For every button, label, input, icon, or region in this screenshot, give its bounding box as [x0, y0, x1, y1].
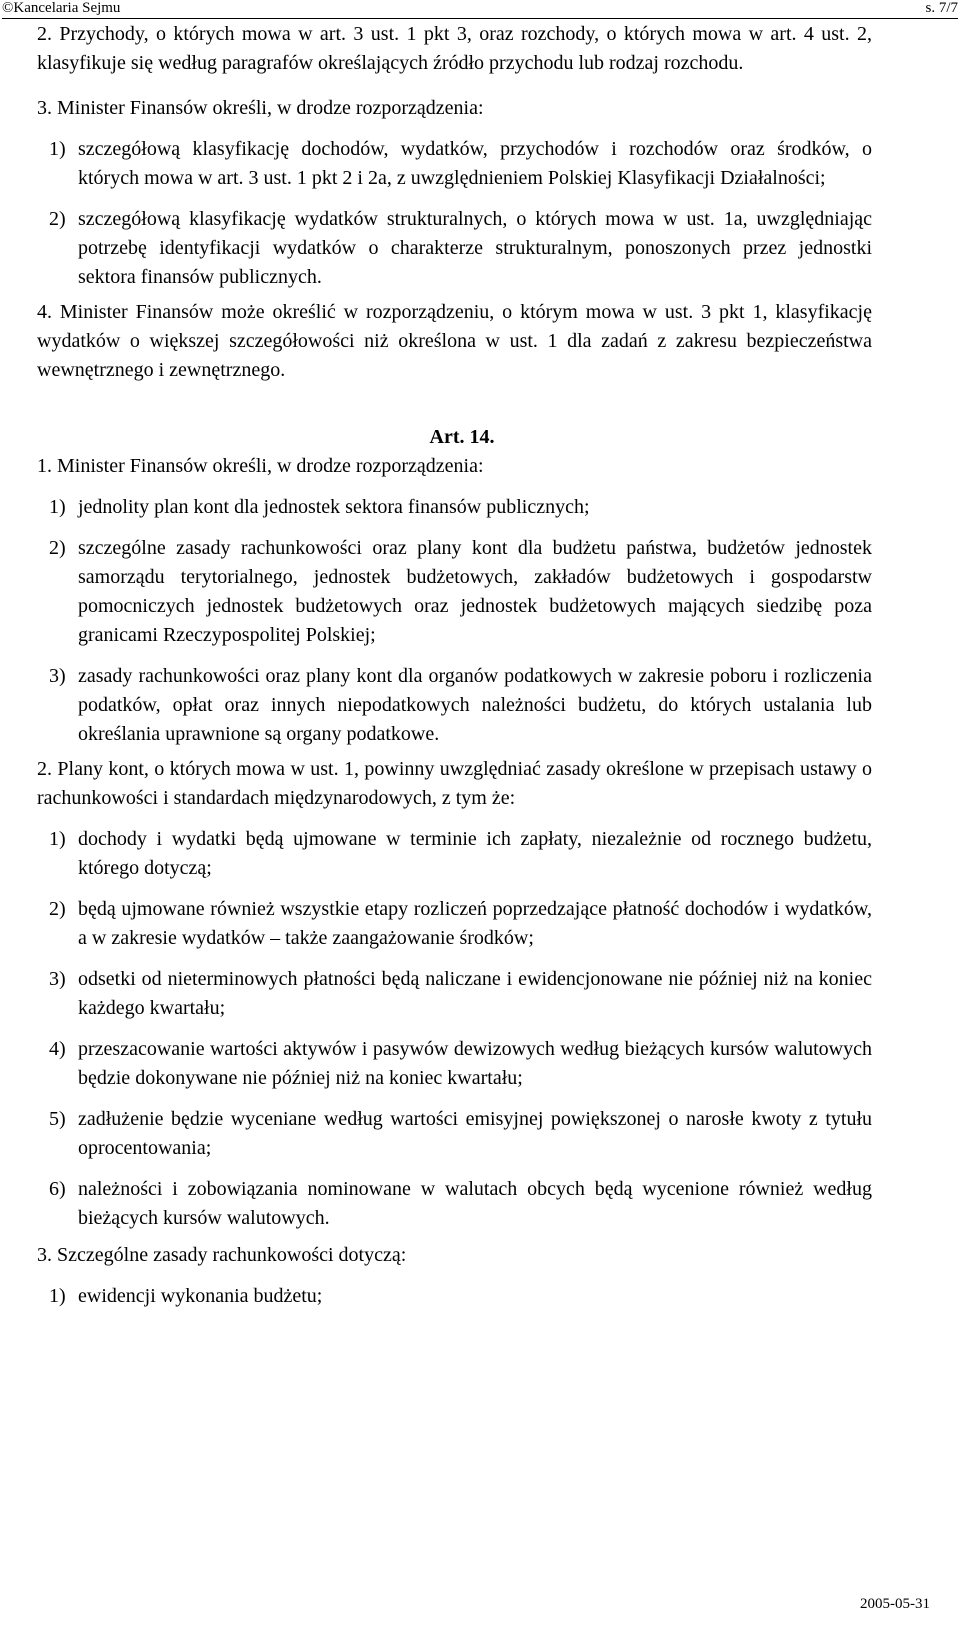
list-item-number: 3) [49, 665, 66, 687]
list-item-text: ewidencji wykonania budżetu; [78, 1285, 323, 1307]
paragraph-2: 2. Przychody, o których mowa w art. 3 ust. 1 pkt 3, oraz rozchody, o których mowa w art. 4 ust. 2, klasyfikuje się według paragrafów określających źródło przychodu lub rodzaj rozchodu. [37, 23, 872, 74]
list-item-text: należności i zobowiązania nominowane w walutach obcych będą wycenione również według bieżących kursów walutowych. [78, 1178, 872, 1229]
list-item-text: szczególne zasady rachunkowości oraz plany kont dla budżetu państwa, budżetów jednostek samorządu terytorialnego, jednostek budżetowych, zakładów budżetowych i gospodarstw pomocniczych jednostek budżetowych oraz jednostek budżetowych mających siedzibę poza granicami Rzeczypospolitej Polskiej; [78, 537, 872, 646]
list-item [12, 493, 872, 522]
list-item-number: 2) [49, 208, 66, 230]
list-item-text: szczegółową klasyfikację dochodów, wydatków, przychodów i rozchodów oraz środków, o których mowa w art. 3 ust. 1 pkt 2 i 2a, z uwzględnieniem Polskiej Klasyfikacji Działalności; [78, 138, 872, 189]
list-item [12, 895, 872, 953]
page-header [2, 0, 958, 19]
list-item-text: zasady rachunkowości oraz plany kont dla organów podatkowych w zakresie poboru i rozliczenia podatków, opłat oraz innych niepodatkowych należności budżetu, do których ustalania lub określania uprawnione są organy podatkowe. [78, 665, 872, 745]
publisher-label: ©Kancelaria Sejmu [2, 0, 121, 16]
list-item [12, 662, 872, 749]
list-item [12, 135, 872, 193]
list-item [12, 1175, 872, 1233]
list-item-text: zadłużenie będzie wyceniane według wartości emisyjnej powiększonej o narosłe kwoty z tytułu oprocentowania; [78, 1108, 872, 1159]
list-item-number: 1) [49, 496, 66, 518]
list-item-number: 1) [49, 828, 66, 850]
document-date: 2005-05-31 [860, 1596, 930, 1612]
list-item-text: jednolity plan kont dla jednostek sektora finansów publicznych; [78, 496, 590, 518]
list-item-number: 1) [49, 1285, 66, 1307]
list-item-text: dochody i wydatki będą ujmowane w terminie ich zapłaty, niezależnie od rocznego budżetu, którego dotyczą; [78, 828, 872, 879]
list-item-text: przeszacowanie wartości aktywów i pasywów dewizowych według bieżących kursów walutowych będzie dokonywane nie później niż na koniec kwartału; [78, 1038, 872, 1089]
paragraph-4: 4. Minister Finansów może określić w rozporządzeniu, o którym mowa w ust. 3 pkt 1, klasyfikację wydatków o większej szczegółowości niż określona w ust. 1 dla zadań z zakresu bezpieczeństwa wewnętrznego i zewnętrznego. [37, 301, 872, 381]
list-item [12, 1282, 872, 1311]
list-item-number: 2) [49, 537, 66, 559]
article-paragraph-2-intro: 2. Plany kont, o których mowa w ust. 1, powinny uwzględniać zasady określone w przepisach ustawy o rachunkowości i standardach międzynarodowych, z tym że: [37, 758, 872, 809]
list-item-number: 2) [49, 898, 66, 920]
list-item-number: 1) [49, 138, 66, 160]
list-item [12, 205, 872, 292]
page-number: s. 7/7 [925, 0, 958, 16]
article-paragraph-3-intro: 3. Szczególne zasady rachunkowości dotyczą: [37, 1244, 407, 1266]
document-body [12, 20, 872, 1311]
list-item-number: 6) [49, 1178, 66, 1200]
list-item [12, 534, 872, 650]
list-item-number: 3) [49, 968, 66, 990]
article-title: Art. 14. [429, 426, 495, 448]
list-item-text: będą ujmowane również wszystkie etapy rozliczeń poprzedzające płatność dochodów i wydatków, a w zakresie wydatków – także zaangażowanie środków; [78, 898, 872, 949]
list-item [12, 1105, 872, 1163]
list-item [12, 1035, 872, 1093]
list-item [12, 965, 872, 1023]
list-item-text: szczegółową klasyfikację wydatków strukturalnych, o których mowa w ust. 1a, uwzględniając potrzebę identyfikacji wydatków o charakterze strukturalnym, ponoszonych przez jednostki sektora finansów publicznych. [78, 208, 872, 288]
paragraph-3-intro: 3. Minister Finansów określi, w drodze rozporządzenia: [37, 97, 484, 119]
article-paragraph-1-intro: 1. Minister Finansów określi, w drodze rozporządzenia: [37, 455, 484, 477]
list-item-text: odsetki od nieterminowych płatności będą naliczane i ewidencjonowane nie później niż na koniec każdego kwartału; [78, 968, 872, 1019]
list-item-number: 5) [49, 1108, 66, 1130]
list-item-number: 4) [49, 1038, 66, 1060]
list-item [12, 825, 872, 883]
